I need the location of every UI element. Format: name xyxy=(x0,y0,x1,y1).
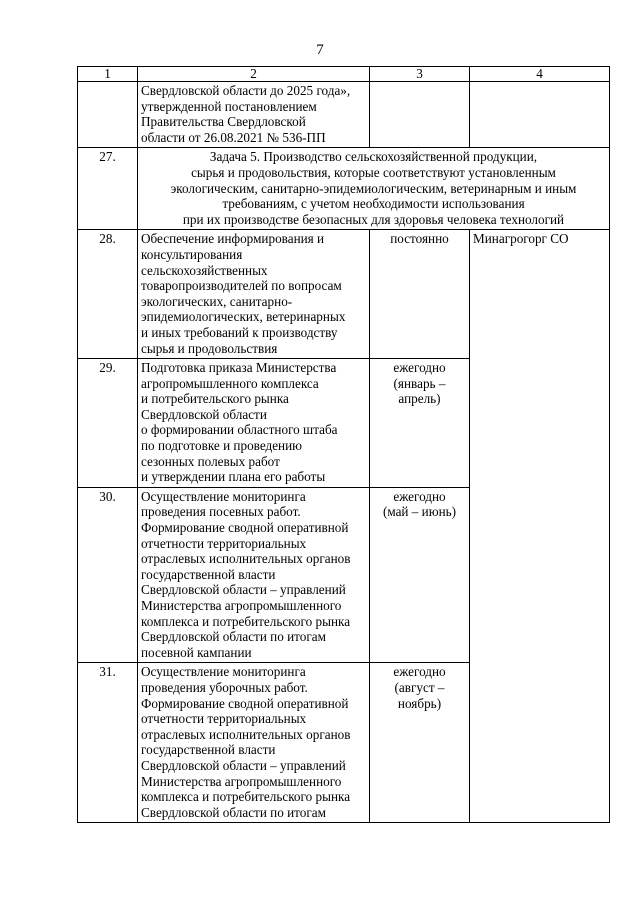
text-line: Министерства агропромышленного xyxy=(141,773,342,789)
term-line: ежегодно xyxy=(393,664,446,680)
text-line: консультирования xyxy=(141,246,243,262)
term-line: апрель) xyxy=(398,391,441,407)
text-line: отраслевых исполнительных органов xyxy=(141,551,351,567)
text-line: и утверждении плана его работы xyxy=(141,469,326,485)
term-line: (август – xyxy=(394,679,445,695)
term-line: постоянно xyxy=(390,231,449,247)
text-line: и потребительского рынка xyxy=(141,391,289,407)
table-row-31 xyxy=(78,663,610,823)
row-executor-cell xyxy=(470,359,610,488)
text-line: Свердловской области по итогам xyxy=(141,629,326,645)
text-line: Свердловской области по итогам xyxy=(141,804,326,820)
text-line: государственной власти xyxy=(141,742,276,758)
row-executor-cell xyxy=(470,487,610,663)
task-line: требованиям, с учетом необходимости использования xyxy=(222,196,525,212)
text-line: и иных требований к производству xyxy=(141,324,338,340)
text-line: по подготовке и проведению xyxy=(141,438,303,454)
text-line: государственной власти xyxy=(141,566,276,582)
row-term-cell xyxy=(370,82,470,148)
text-line: Подготовка приказа Министерства xyxy=(141,360,337,376)
table-row-task xyxy=(78,148,610,230)
text-line: Формирование сводной оперативной xyxy=(141,520,349,536)
text-line: Осуществление мониторинга xyxy=(141,664,306,680)
text-line: отраслевых исполнительных органов xyxy=(141,726,351,742)
term-line: ежегодно xyxy=(393,488,446,504)
row-number-cell xyxy=(78,82,138,148)
header-cell-3: 3 xyxy=(370,67,470,82)
header-cell-1: 1 xyxy=(78,67,138,82)
row-term-cell xyxy=(370,487,470,663)
text-line: отчетности территориальных xyxy=(141,535,307,551)
row-term-cell xyxy=(370,663,470,823)
row-text-cell xyxy=(138,359,370,488)
text-line: Обеспечение информирования и xyxy=(141,231,325,247)
row-executor-cell xyxy=(470,82,610,148)
text-line: Свердловской области до 2025 года», xyxy=(141,83,351,98)
text-line: области от 26.08.2021 № 536-ПП xyxy=(141,129,326,145)
text-line: посевной кампании xyxy=(141,644,252,660)
row-text-cell xyxy=(138,82,370,148)
task-line: сырья и продовольствия, которые соответствуют установленным xyxy=(191,164,556,180)
row-text-cell xyxy=(138,663,370,823)
table-header-row xyxy=(78,67,610,82)
task-line: при их производстве безопасных для здоровья человека технологий xyxy=(182,211,565,227)
text-line: Осуществление мониторинга xyxy=(141,488,306,504)
text-line: товаропроизводителей по вопросам xyxy=(141,278,342,294)
text-line: сезонных полевых работ xyxy=(141,453,280,469)
text-line: Свердловской области – управлений xyxy=(141,582,346,598)
plan-table xyxy=(77,66,610,823)
executor-text: Минагрогорг СО xyxy=(473,231,569,247)
row-text-cell xyxy=(138,487,370,663)
term-line: (май – июнь) xyxy=(382,504,457,520)
text-line: комплекса и потребительского рынка xyxy=(141,789,351,805)
term-line: (январь – xyxy=(393,375,446,391)
text-line: Формирование сводной оперативной xyxy=(141,695,349,711)
text-line: Правительства Свердловской xyxy=(141,114,306,130)
row-executor-cell xyxy=(470,663,610,823)
row-number-cell: 31. xyxy=(78,663,138,823)
text-line: сырья и продовольствия xyxy=(141,340,278,356)
text-line: комплекса и потребительского рынка xyxy=(141,613,351,629)
row-number-cell: 30. xyxy=(78,487,138,663)
page-number: 7 xyxy=(316,42,324,58)
text-line: отчетности территориальных xyxy=(141,711,307,727)
text-line: проведения уборочных работ. xyxy=(141,679,308,695)
text-line: о формировании областного штаба xyxy=(141,422,338,438)
text-line: агропромышленного комплекса xyxy=(141,375,319,391)
text-line: сельскохозяйственных xyxy=(141,262,268,278)
row-number-cell: 29. xyxy=(78,359,138,488)
term-line: ноябрь) xyxy=(397,695,442,711)
text-line: проведения посевных работ. xyxy=(141,504,301,520)
table-row-28 xyxy=(78,230,610,359)
row-executor-cell xyxy=(470,230,610,359)
table-row-29 xyxy=(78,359,610,488)
text-line: Свердловской области – управлений xyxy=(141,757,346,773)
task-line: Задача 5. Производство сельскохозяйственной продукции, xyxy=(209,149,538,165)
row-term-cell xyxy=(370,359,470,488)
text-line: эпидемиологических, ветеринарных xyxy=(141,309,346,325)
row-number-cell: 28. xyxy=(78,230,138,359)
row-term-cell xyxy=(370,230,470,359)
text-line: утвержденной постановлением xyxy=(141,98,317,114)
text-line: Министерства агропромышленного xyxy=(141,598,342,613)
row-number-cell: 27. xyxy=(78,148,138,230)
task-heading-cell xyxy=(138,148,610,230)
header-cell-2: 2 xyxy=(138,67,370,82)
task-line: экологическим, санитарно-эпидемиологическим, ветеринарным и иным xyxy=(170,180,577,196)
table-row-continuation xyxy=(78,82,610,148)
term-line: ежегодно xyxy=(393,360,446,376)
row-text-cell xyxy=(138,230,370,359)
header-cell-4: 4 xyxy=(470,67,610,82)
text-line: экологических, санитарно- xyxy=(141,293,293,309)
table-row-30 xyxy=(78,487,610,663)
text-line: Свердловской области xyxy=(141,406,267,422)
